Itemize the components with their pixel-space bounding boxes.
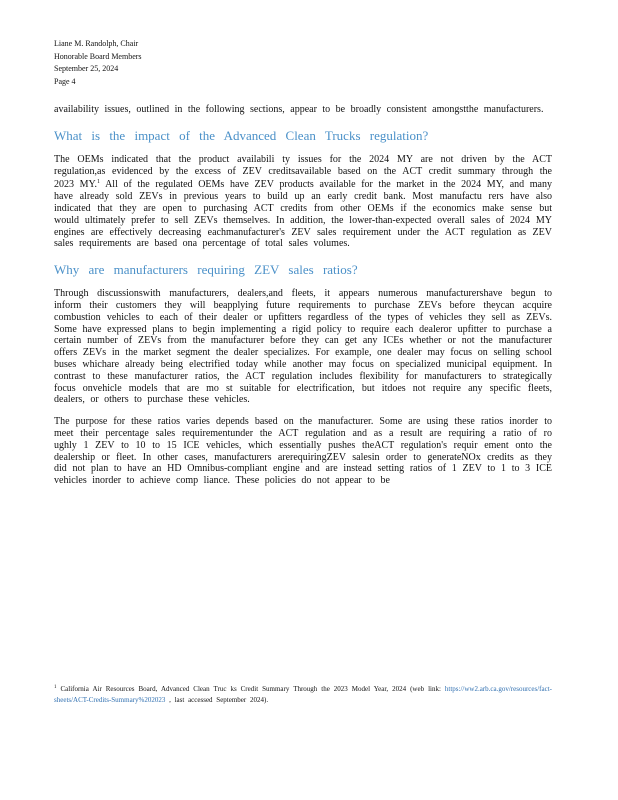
header-recipient: Liane M. Randolph, Chair bbox=[54, 39, 139, 48]
zev-ratios-paragraph-1: Through discussionswith manufacturers, dealers,and fleets, it appears numerous manufacturershave begun to inform their customers they will beapplying future requirements to purchase ZEVs before theycan acquire combustion vehicles to each of their dealer or upfitters regardless of the types of vehicles they sell as ZEVs. Some have expressed plans to begin implementing a rigid policy to require each dealeror upfitter to purchase a certain number of ZEVs from the manufacturer before they can get any ICEs whether or not the manufacturer offers ZEVs in the market segment the dealer specializes. For example, one dealer may focus on selling school buses whichare already being electrified today while another may focus on specialized municipal equipment. In contrast to these manufacturer ratios, the ACT regulation includes flexibility for manufacturers to strategically focus onvehicle models that are mo st suitable for electrification, but itdoes not require any specific fleets, dealers, or others to purchase these vehicles. bbox=[54, 288, 552, 406]
footnote-number: 1 bbox=[54, 685, 57, 690]
header-date: September 25, 2024 bbox=[54, 64, 119, 73]
footnote-text-a: California Air Resources Board, Advanced Clean Truc ks Credit Summary Through the 2023 Model Year, 2024 (web link: bbox=[56, 685, 445, 693]
document-body bbox=[54, 104, 552, 487]
footnote bbox=[54, 682, 552, 706]
section-heading-act-impact: What is the impact of the Advanced Clean Trucks regulation? bbox=[54, 127, 429, 143]
zev-ratios-paragraph-2: The purpose for these ratios varies depends based on the manufacturer. Some are using these ratios inorder to meet their percentage sales requirementunder the ACT regulation and as a result are requiring a ratio of ro ughly 1 ZEV to 10 to 15 ICE vehicles, which essentially pushes theACT regulation's requir ement onto the dealership or fleet. In other cases, manufacturers arerequiringZEV salesin order to generateNOx credits as they did not plan to have an HD Omnibus-compliant engine and are instead setting ratios of 1 ZEV to 1 to 3 ICE vehicles inorder to achieve comp liance. These policies do not appear to be bbox=[54, 416, 552, 487]
header-page-number: Page 4 bbox=[54, 76, 76, 86]
letter-header bbox=[54, 38, 142, 88]
act-impact-text-b: All of the regulated OEMs have ZEV products available for the market in the 2024 MY, and many have already sold ZEVs in previous years to build up an early credit bank. Most manufactu rers have also indicated that they are open to purchasing ACT credits from other OEMs if the economics make sense but would ultimately prefer to sell ZEVs themselves. In addition, the lower-than-expected overall sales of 2024 MY engines are effectively decreasing eachmanufacturer's ZEV sales requirement under the ACT regulation as ZEV sales requirements are based ona percentage of total sales volumes. bbox=[54, 179, 553, 250]
footnote-reference[interactable]: 1 bbox=[96, 179, 100, 186]
footnote-link[interactable]: https://ww2.arb.ca.gov/resources/fact-sheets/ACT-Credits-Summary%202023 bbox=[54, 685, 552, 704]
act-impact-text-a: The OEMs indicated that the product availabili ty issues for the 2024 MY are not driven by the ACT regulation,as evidenced by the excess of ZEV creditsavailable based on the ACT credit summary through the 2023 MY. bbox=[54, 153, 552, 191]
footnote-text-b: , last accessed September 2024). bbox=[165, 696, 269, 704]
header-board: Honorable Board Members bbox=[54, 51, 142, 61]
section-heading-zev-ratios: Why are manufacturers requiring ZEV sales ratios? bbox=[54, 262, 358, 278]
act-impact-paragraph bbox=[54, 154, 552, 250]
intro-paragraph: availability issues, outlined in the following sections, appear to be broadly consistent amongstthe manufacturers. bbox=[54, 104, 544, 115]
